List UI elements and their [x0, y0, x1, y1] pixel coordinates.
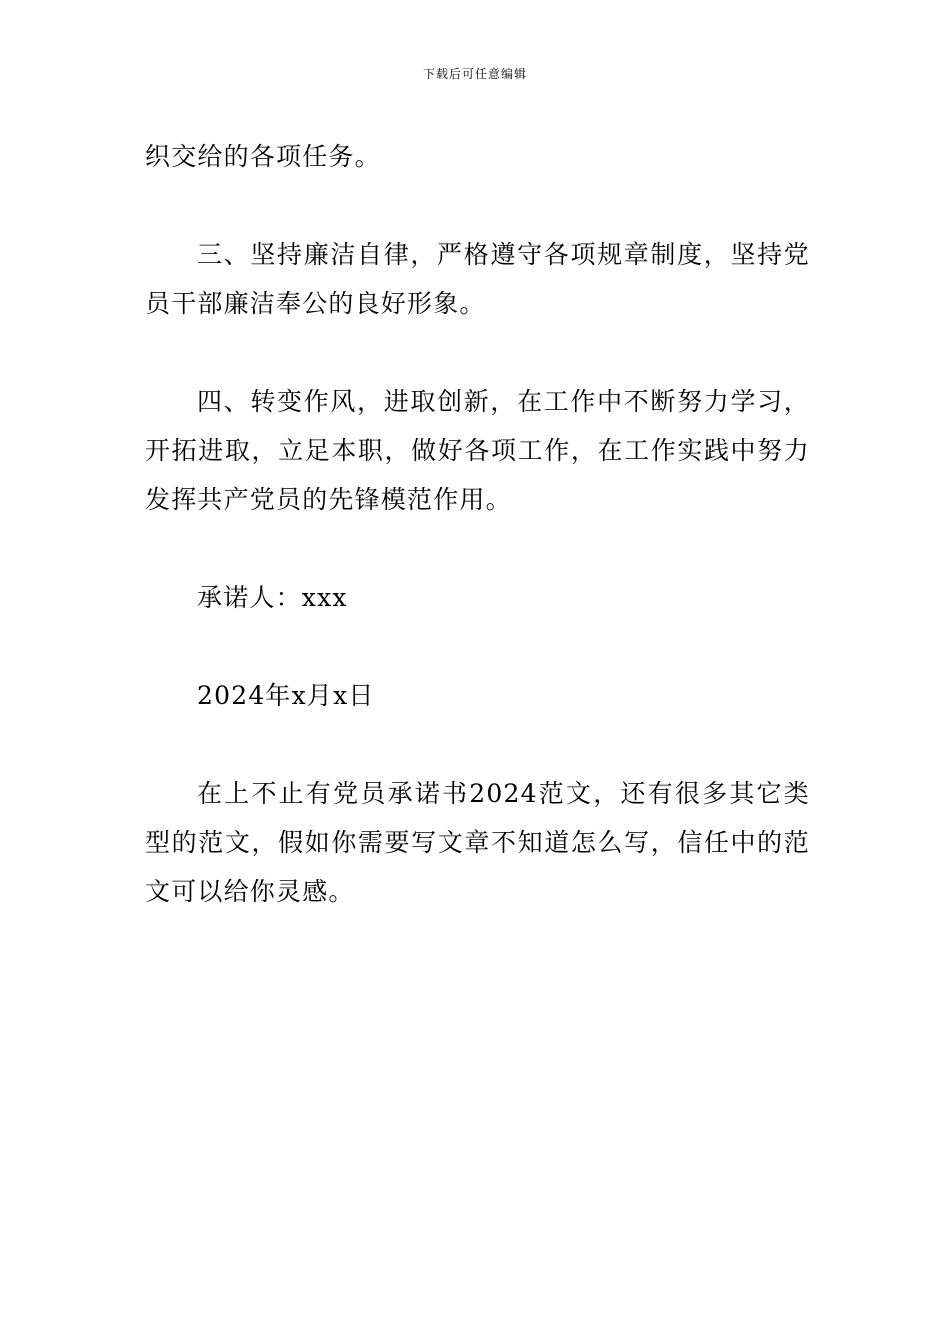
page-header-note: 下载后可任意编辑: [422, 67, 527, 81]
paragraph-item-four: 四、转变作风，进取创新，在工作中不断努力学习，开拓进取，立足本职，做好各项工作，在工作实践中努力发挥共产党员的先锋模范作用。: [145, 387, 810, 514]
paragraph-item-three: 三、坚持廉洁自律，严格遵守各项规章制度，坚持党员干部廉洁奉公的良好形象。: [145, 240, 810, 318]
closing-paragraph: 在上不止有党员承诺书2024范文，还有很多其它类型的范文，假如你需要写文章不知道怎么写，信任中的范文可以给你灵感。: [145, 779, 810, 906]
date-line: 2024年x月x日: [197, 681, 375, 710]
document-body: [145, 132, 810, 916]
signatory-line: 承诺人：xxx: [197, 583, 348, 612]
paragraph-continuation: 织交给的各项任务。: [145, 142, 381, 171]
